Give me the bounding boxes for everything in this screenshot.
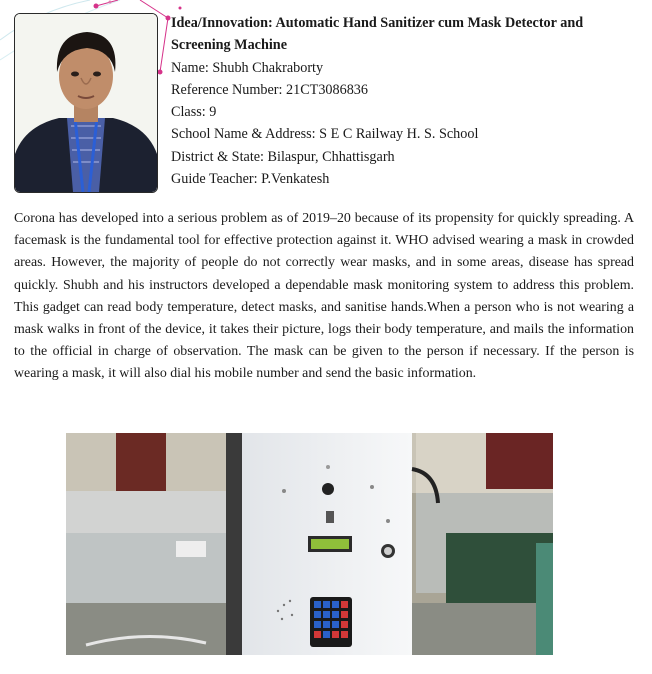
district-state: District & State: Bilaspur, Chhattisgarh (171, 148, 395, 165)
reference-number: Reference Number: 21CT3086836 (171, 81, 368, 98)
student-class: Class: 9 (171, 104, 217, 121)
school-name-address: School Name & Address: S E C Railway H. S. School (171, 126, 479, 143)
student-portrait-photo (14, 13, 158, 193)
project-description: Corona has developed into a serious problem as of 2019–20 because of its propensity for quickly spreading. A facemask is the fundamental tool for effective protection against it. WHO advised wearing a mask in crowded areas. However, the majority of people do not correctly wear masks, and in some areas, disease has spread quickly. Shubh and his instructors developed a dependable mask monitoring system to address this problem. This gadget can read body temperature, detect masks, and sanitise hands.When a person who is not wearing a mask walks in front of the device, it takes their picture, logs their body temperature, and mails the information to the official in charge of observation. The mask can be given to the person if necessary. If the person is wearing a mask, it will also dial his mobile number and send the basic information. (14, 211, 634, 382)
guide-teacher: Guide Teacher: P.Venkatesh (171, 171, 330, 188)
project-title: Idea/Innovation: Automatic Hand Sanitizer cum Mask Detector and Screening Machine (171, 15, 584, 54)
student-info-block (171, 12, 631, 190)
device-photo (66, 433, 553, 655)
student-name: Name: Shubh Chakraborty (171, 59, 324, 76)
